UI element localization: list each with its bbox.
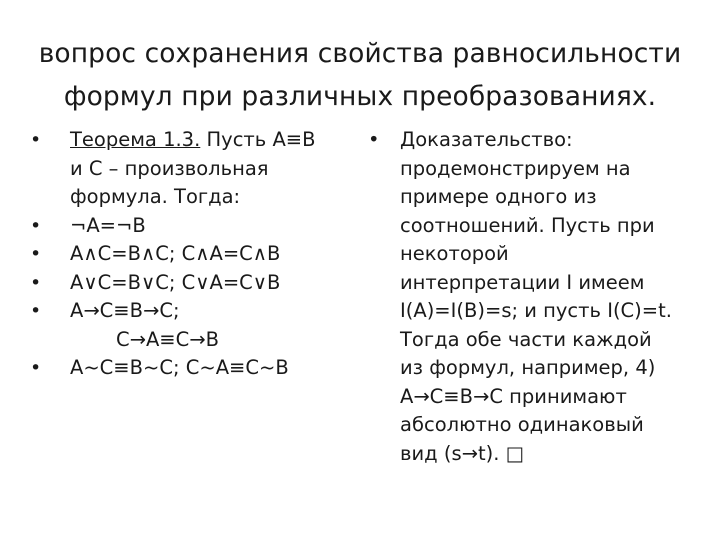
theorem-text-3: формула. Тогда:	[70, 185, 241, 208]
theorem-line-1	[70, 126, 348, 155]
slide-title-line-1: вопрос сохранения свойства равносильности	[38, 38, 682, 69]
bullet-icon: •	[30, 214, 42, 237]
theorem-column	[28, 126, 348, 383]
formula-text: A∧C=B∧C; C∧A=C∧B	[70, 242, 281, 265]
bullet-icon: •	[368, 128, 380, 151]
theorem-text-1: Пусть A≡B	[200, 128, 316, 151]
theorem-item	[28, 126, 348, 212]
proof-item	[368, 126, 708, 468]
proof-line: соотношений. Пусть при	[400, 213, 655, 237]
theorem-label: Теорема 1.3.	[70, 128, 201, 151]
proof-line: из формул, например, 4)	[400, 356, 656, 379]
theorem-text-2: и С – произвольная	[70, 156, 269, 180]
bullet-icon: •	[30, 300, 42, 322]
formula-continuation: C→A≡C→B	[116, 327, 219, 351]
list-item	[28, 269, 348, 298]
formula-text: ¬A=¬B	[70, 213, 146, 237]
slide-title-line-2: формул при различных преобразованиях.	[63, 81, 657, 112]
proof-line: A→C≡B→C принимают	[400, 384, 627, 408]
proof-column	[368, 126, 708, 468]
bullet-icon: •	[30, 243, 42, 265]
bullet-icon: •	[30, 357, 42, 379]
bullet-icon: •	[30, 271, 42, 294]
list-item	[28, 297, 348, 326]
list-item	[28, 354, 348, 383]
formula-text: A~C≡B~C; C~A≡C~B	[70, 356, 289, 379]
bullet-icon: •	[30, 129, 42, 151]
formula-text: A→C≡B→C;	[70, 299, 180, 322]
proof-line: Тогда обе части каждой	[400, 327, 652, 351]
proof-line: Доказательство:	[400, 128, 573, 151]
slide-title	[30, 32, 690, 118]
proof-line: вид (s→t). □	[400, 441, 525, 465]
proof-line: продемонстрируем на	[400, 156, 631, 180]
proof-line: I(A)=I(B)=s; и пусть I(C)=t.	[400, 299, 672, 322]
list-item	[28, 240, 348, 269]
proof-line: некоторой	[400, 242, 509, 265]
proof-line: абсолютно одинаковый	[400, 413, 644, 436]
formula-text: A∨C=B∨C; C∨A=C∨B	[70, 270, 281, 294]
proof-line: примере одного из	[400, 185, 597, 208]
list-item	[28, 212, 348, 241]
proof-line: интерпретации I имеем	[400, 270, 645, 294]
